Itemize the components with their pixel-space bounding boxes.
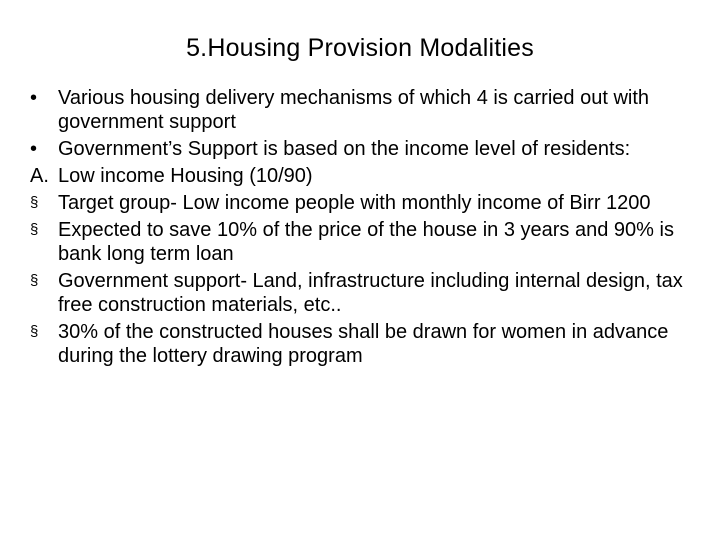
slide-title: 5.Housing Provision Modalities [186,34,534,62]
section-marker: § [30,221,39,238]
list-item [30,269,690,317]
list-item [30,320,690,368]
bullet-marker: • [30,87,38,109]
section-marker: § [30,272,39,289]
list-item [30,191,690,215]
bullet-marker: • [30,138,38,160]
section-marker: § [30,194,39,211]
list-item-text: 30% of the constructed houses shall be drawn for women in advance during the lottery drawing program [58,321,669,367]
list-item-text: Government’s Support is based on the income level of residents: [58,138,631,160]
list-item-text: Various housing delivery mechanisms of which 4 is carried out with government support [58,87,650,133]
list-item-text: Expected to save 10% of the price of the house in 3 years and 90% is bank long term loan [58,219,674,265]
letter-marker: A. [30,165,49,187]
list-item-text: Low income Housing (10/90) [58,165,313,187]
list-item-text: Target group- Low income people with monthly income of Birr 1200 [58,192,651,214]
section-marker: § [30,323,39,340]
list-item [30,86,690,134]
list-item-text: Government support- Land, infrastructure including internal design, tax free construction materials, etc.. [58,270,683,316]
list-item [30,218,690,266]
bullet-list [30,86,690,371]
list-item [30,137,690,161]
list-item [30,164,690,188]
